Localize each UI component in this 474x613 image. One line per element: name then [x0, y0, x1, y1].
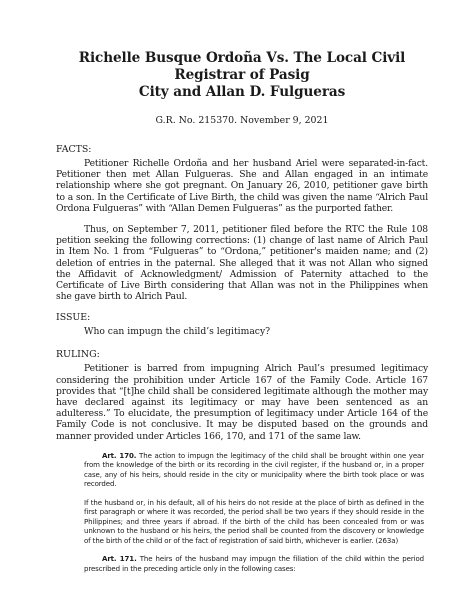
issue-heading: ISSUE: — [56, 312, 91, 324]
issue-question: Who can impugn the child’s legitimacy? — [84, 326, 271, 338]
facts-paragraph-2: Thus, on September 7, 2011, petitioner filed before the RTC the Rule 108 petition seeking the following corrections: (1) change of last name of Alrich Paul in Item No. 1 from “Fulgueras” to “Ordona,” petitioner's maiden name; and (2) deletion of entries in the paternal. She alleged that it was not Allan who signed the Affidavit of Acknowledgment/ Admission of Paternity attached to the Certificate of Live Birth considering that Allan was not in the Philippines when she gave birth to Alrich Paul. — [56, 224, 428, 303]
facts-heading: FACTS: — [56, 144, 92, 155]
article-170-quote — [84, 452, 424, 490]
ruling-heading: RULING: — [56, 349, 100, 361]
facts-paragraph-1: Petitioner Richelle Ordoña and her husband Ariel were separated-in-fact. Petitioner then met Allan Fulgueras. She and Allan engaged in an intimate relationship where she got pregnant. On January 26, 2010, petitioner gave birth to a son. In the Certificate of Live Birth, the child was given the name “Alrich Paul Ordona Fulgueras” with “Allan Demen Fulgueras” as the purported father. — [56, 158, 428, 214]
article-171-label: Art. 171. — [102, 555, 137, 564]
title-line-2: City and Allan D. Fulgueras — [138, 84, 346, 100]
article-170-paragraph-2: If the husband or, in his default, all of his heirs do not reside at the place of birth as defined in the first paragraph or where it was recorded, the period shall be two years if they should reside in the Philippines; and three years if abroad. If the birth of the child has been concealed from or was unknown to the husband or his heirs, the period shall be counted from the discovery or knowledge of the birth of the child or of the fact of registration of said birth, whichever is earlier. (263a) — [84, 498, 424, 545]
ruling-paragraph-1: Petitioner is barred from impugning Alrich Paul’s presumed legitimacy considering the prohibition under Article 167 of the Family Code. Article 167 provides that “[t]he child shall be considered legitimate although the mother may have declared against its legitimacy or may have been sentenced as an adulteress.” To elucidate, the presumption of legitimacy under Article 164 of the Family Code is not conclusive. It may be disputed based on the grounds and manner provided under Articles 166, 170, and 171 of the same law. — [56, 363, 428, 442]
document-title — [56, 50, 428, 101]
article-170-text: The action to impugn the legitimacy of the child shall be brought within one year from the knowledge of the birth or its recording in the civil register, if the husband or, in a proper case, any of his heirs, should reside in the city or municipality where the birth took place or was recorded. — [84, 451, 425, 489]
case-number: G.R. No. 215370. November 9, 2021 — [155, 115, 329, 126]
article-171-text: The heirs of the husband may impugn the filiation of the child within the period prescribed in the preceding article only in the following cases: — [84, 555, 424, 573]
title-line-1: Richelle Busque Ordoña Vs. The Local Civil Registrar of Pasig — [78, 50, 406, 83]
article-171-quote — [84, 555, 424, 574]
article-170-label: Art. 170. — [102, 451, 137, 460]
